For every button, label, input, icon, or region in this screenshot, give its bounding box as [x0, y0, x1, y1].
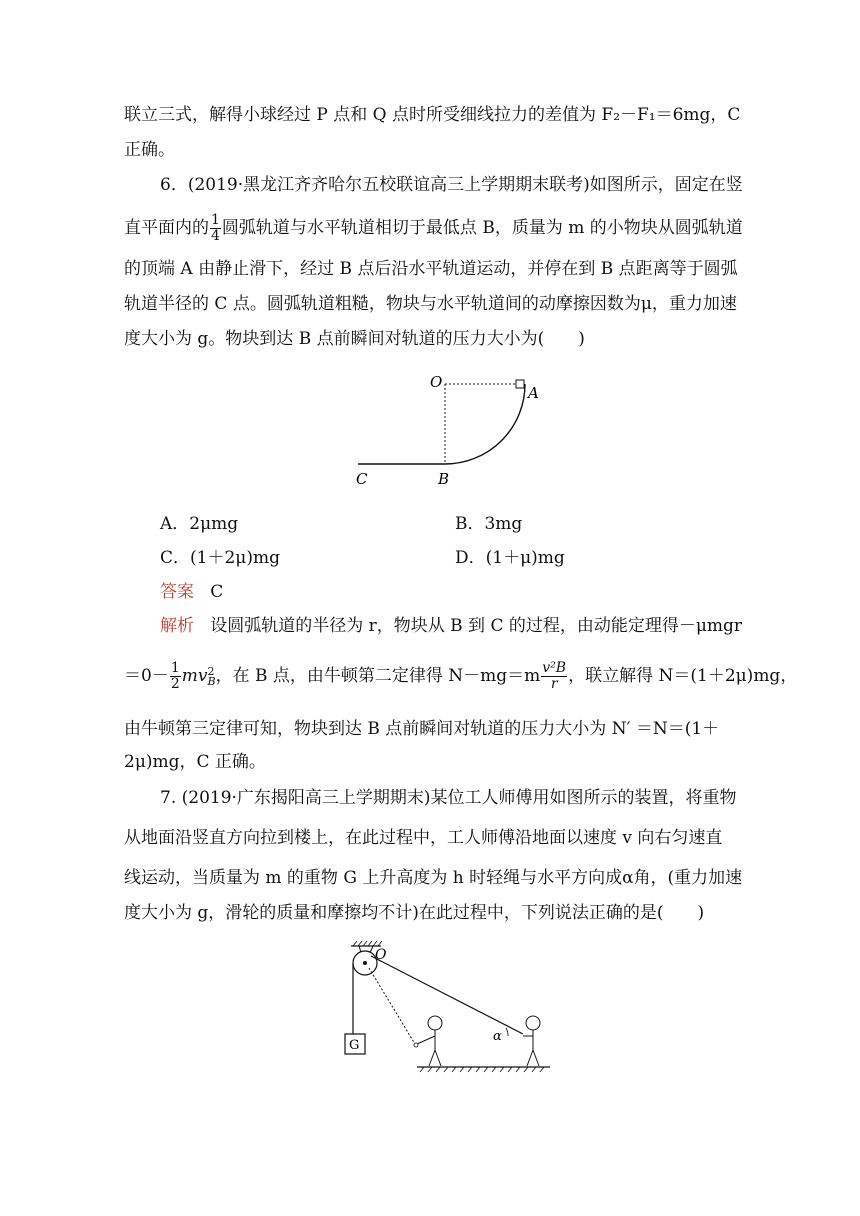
q6-stem-line-5: 度大小为 g。物块到达 B 点前瞬间对轨道的压力大小为( ): [124, 329, 585, 349]
prev-text-line-1: 联立三式，解得小球经过 P 点和 Q 点时所受细线拉力的差值为 F₂－F₁＝6mg，C: [124, 105, 741, 125]
q6-eq-vr-fraction: $\frac{\text{v²B}}{r}$: [542, 660, 567, 692]
q7-label-alpha: α: [493, 1029, 502, 1044]
prev-text-line-2: 正确。: [124, 140, 175, 160]
q7-label-g: G: [349, 1038, 360, 1053]
q7-stem-line-1: 7. (2019·广东揭阳高三上学期期末)某位工人师傅用如图所示的装置，将重物: [160, 788, 737, 808]
q6-stem-line-4: 轨道半径的 C 点。圆弧轨道粗糙，物块与水平轨道间的动摩擦因数为μ，重力加速: [124, 294, 737, 314]
q7-stem-line-2: 从地面沿竖直方向拉到楼上，在此过程中，工人师傅沿地面以速度 v 向右匀速直: [124, 828, 723, 848]
q6-label-a: A: [528, 384, 539, 402]
q6-eq-sup: 2: [207, 664, 215, 678]
q6-stem-line-2-pre: 直平面内的: [124, 218, 209, 238]
q6-stem-line-2: [124, 213, 743, 244]
q6-eq-half-fraction: $\frac{1}{2}$: [170, 660, 180, 692]
q6-analysis-equation-line: [124, 661, 797, 692]
q6-analysis-line-1-text: 设圆弧轨道的半径为 r，物块从 B 到 C 的过程，由动能定理得－μmgr: [210, 616, 743, 636]
q6-answer: [160, 580, 223, 604]
q6-stem-line-1: 6．(2019·黑龙江齐齐哈尔五校联谊高三上学期期末联考)如图所示，固定在竖: [160, 175, 743, 195]
q6-option-a: A．2μmg: [160, 514, 239, 534]
q6-option-b: B．3mg: [455, 514, 523, 534]
q6-analysis-line-4: 2μ)mg，C 正确。: [124, 752, 266, 772]
q7-worker-head: [526, 1016, 540, 1030]
q6-block: [516, 380, 524, 388]
q6-eq-mid: ，在 B 点，由牛顿第二定律得 N－mg＝m: [215, 666, 541, 686]
q7-label-o: O: [375, 947, 387, 963]
q6-figure-arc-track: [340, 368, 580, 493]
q6-analysis-line-3: 由牛顿第三定律可知，物块到达 B 点前瞬间对轨道的压力大小为 N′ ＝N＝(1＋: [124, 719, 720, 739]
q6-arc-track: [445, 384, 525, 464]
q6-eq-sub: B: [207, 674, 216, 688]
q7-stem-line-4: 度大小为 g，滑轮的质量和摩擦均不计)在此过程中，下列说法正确的是( ): [124, 903, 705, 923]
q6-analysis-line-1: [160, 614, 742, 638]
q6-analysis-label: 解析: [160, 616, 194, 636]
q7-rope-to-worker: [371, 956, 523, 1034]
q6-label-c: C: [356, 470, 368, 488]
q6-eq-mv: mv: [181, 666, 208, 686]
q6-quarter-fraction: $\frac{1}{4}$: [211, 212, 220, 244]
q6-answer-label: 答案: [160, 582, 194, 602]
q7-figure-pulley: [335, 938, 565, 1083]
q7-stem-line-3: 线运动，当质量为 m 的重物 G 上升高度为 h 时轻绳与水平方向成α角，(重力加速: [124, 868, 743, 888]
q6-stem-line-3: 的顶端 A 由静止滑下，经过 B 点后沿水平轨道运动，并停在到 B 点距离等于圆弧: [124, 259, 738, 279]
q6-option-d: D．(1＋μ)mg: [455, 548, 565, 568]
q6-stem-line-2-post: 圆弧轨道与水平轨道相切于最低点 B，质量为 m 的小物块从圆弧轨道: [221, 218, 743, 238]
q6-option-c: C．(1＋2μ)mg: [160, 548, 280, 568]
q6-answer-value: C: [210, 582, 224, 602]
q6-label-b: B: [438, 470, 450, 488]
q6-eq-pre: ＝0－: [124, 666, 169, 686]
q6-eq-post: ，联立解得 N＝(1＋2μ)mg，: [568, 666, 798, 686]
q7-rope-dashed: [369, 968, 415, 1044]
q6-label-o: O: [430, 373, 443, 391]
